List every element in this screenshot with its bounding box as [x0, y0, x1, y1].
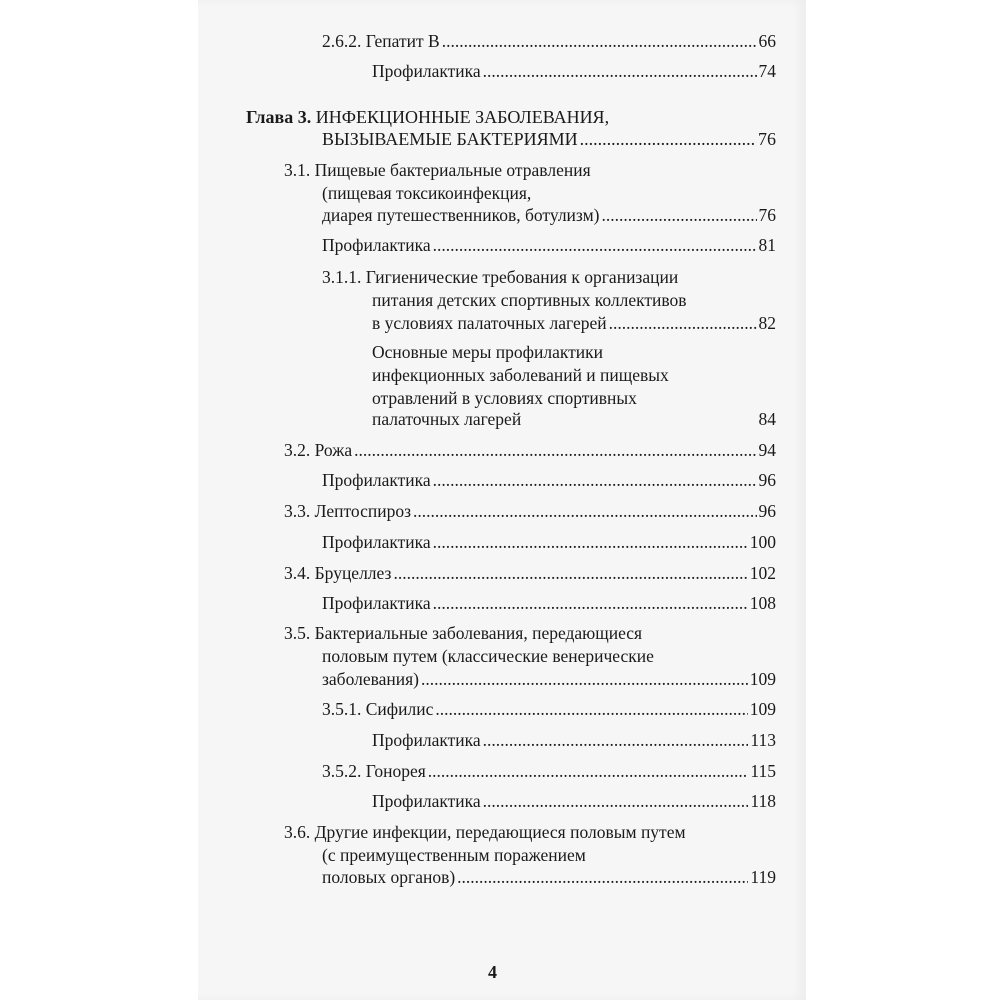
toc-entry-line: 3.5. Бактериальные заболевания, передающиеся	[284, 623, 643, 643]
toc-entry: Профилактика ..... 81	[322, 232, 776, 258]
toc-entry: половых органов) ..... 119	[322, 864, 776, 890]
toc-entry: заболевания) ..... 109	[322, 666, 776, 692]
toc-entry: диарея путешественников, ботулизм) ..... 76	[322, 202, 776, 228]
toc-entry: Профилактика ..... 96	[322, 467, 776, 493]
toc-entry: 3.2. Рожа ..... 94	[284, 437, 776, 463]
toc-entry: 3.4. Бруцеллез ..... 102	[284, 560, 776, 586]
toc-entry-line: (пищевая токсикоинфекция,	[322, 183, 532, 203]
page-number: 4	[488, 962, 497, 982]
toc-entry-line: питания детских спортивных коллективов	[372, 290, 687, 310]
toc-entry-line: 3.1. Пищевые бактериальные отравления	[284, 160, 591, 180]
chapter-heading: Глава 3. ИНФЕКЦИОННЫЕ ЗАБОЛЕВАНИЯ,	[246, 107, 610, 127]
toc-entry: 2.6.2. Гепатит В ..... 66	[322, 28, 776, 54]
toc-entry: Профилактика ..... 74	[372, 58, 776, 84]
toc-entry: 3.5.2. Гонорея ..... 115	[322, 758, 776, 784]
toc-entry-line: половым путем (классические венерические	[322, 646, 654, 666]
toc-entry: в условиях палаточных лагерей ..... 82	[372, 310, 776, 336]
toc-entry-line: отравлений в условиях спортивных	[372, 388, 637, 408]
toc-entry-line: 3.1.1. Гигиенические требования к организации	[322, 267, 679, 287]
toc-entry-line: 3.6. Другие инфекции, передающиеся половым путем	[284, 822, 686, 842]
toc-entry: Профилактика ..... 113	[372, 727, 776, 753]
toc-entry: палаточных лагерей 84	[372, 409, 776, 429]
toc-entry: ВЫЗЫВАЕМЫЕ БАКТЕРИЯМИ ..... 76	[322, 126, 776, 152]
toc-entry: Профилактика ..... 118	[372, 788, 776, 814]
toc-entry-line: инфекционных заболеваний и пищевых	[372, 365, 669, 385]
toc-entry: Профилактика ..... 108	[322, 590, 776, 616]
toc-entry-line: Основные меры профилактики	[372, 342, 603, 362]
toc-entry-line: (с преимущественным поражением	[322, 845, 586, 865]
toc-entry: 3.5.1. Сифилис ..... 109	[322, 696, 776, 722]
toc-entry: 3.3. Лептоспироз ..... 96	[284, 498, 776, 524]
toc-entry: Профилактика ..... 100	[322, 529, 776, 555]
